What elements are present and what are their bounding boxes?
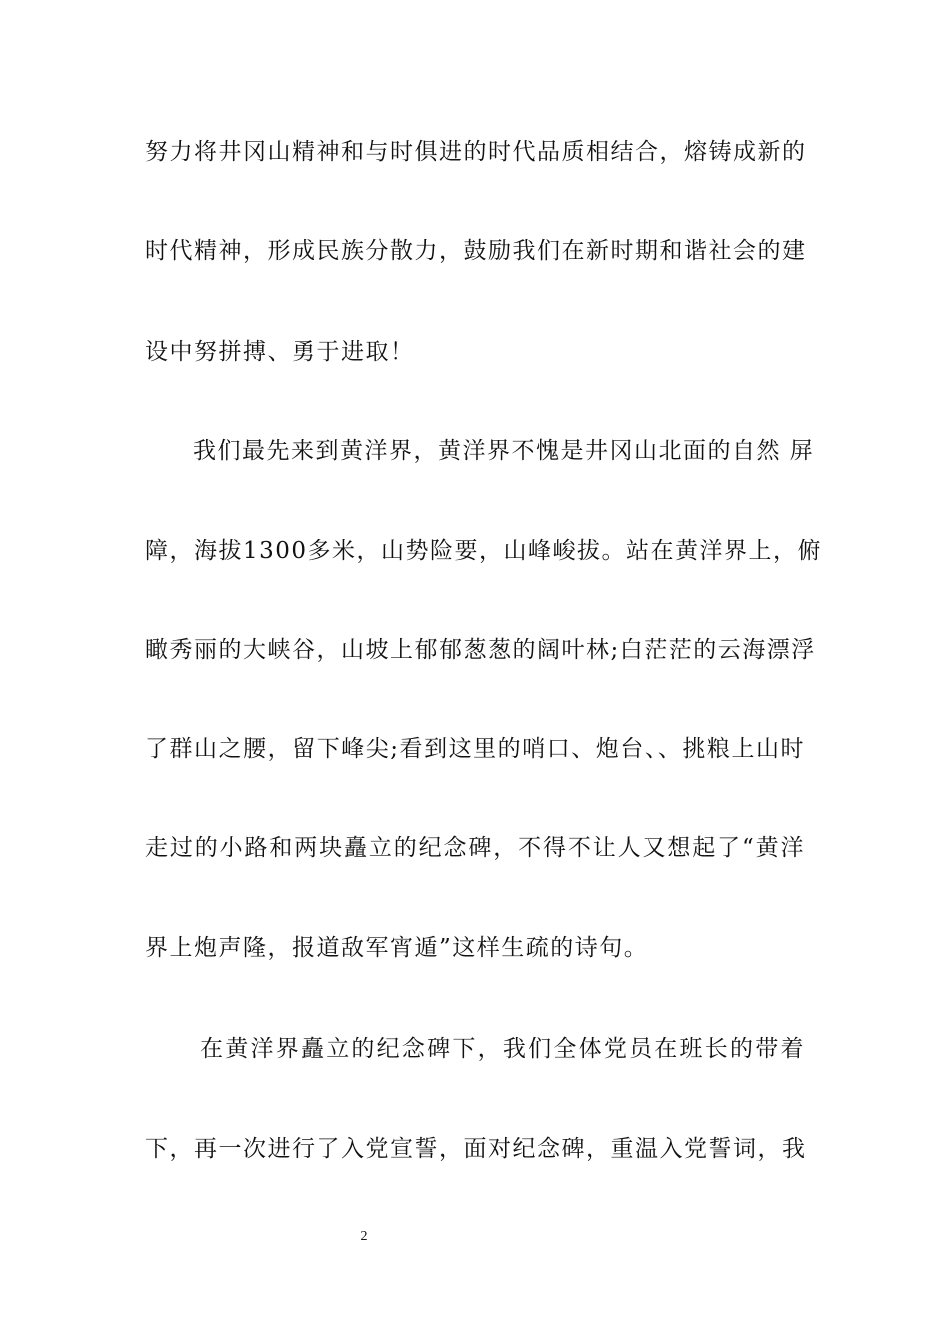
paragraph-3-line-1: 在黄洋界矗立的纪念碑下，我们全体党员在班长的带着: [200, 1036, 805, 1062]
paragraph-2-line-5: 走过的小路和两块矗立的纪念碑，不得不让人又想起了“黄洋: [145, 835, 805, 861]
paragraph-2-line-1: 我们最先来到黄洋界，黄洋界不愧是井冈山北面的自然 屏: [193, 438, 815, 464]
paragraph-3-line-2: 下，再一次进行了入党宣誓，面对纪念碑，重温入党誓词，我: [145, 1136, 807, 1162]
paragraph-2-line-3: 瞰秀丽的大峡谷，山坡上郁郁葱葱的阔叶林;白茫茫的云海漂浮: [145, 637, 816, 663]
paragraph-2-line-6: 界上炮声隆，报道敌军宵遁”这样生疏的诗句。: [145, 935, 649, 961]
paragraph-2-line-2: 障，海拔1300多米，山势险要，山峰峻拔。站在黄洋界上，俯: [145, 538, 823, 564]
paragraph-1-line-1: 努力将井冈山精神和与时俱进的时代品质相结合，熔铸成新的: [145, 139, 807, 165]
paragraph-1-line-2: 时代精神，形成民族分散力，鼓励我们在新时期和谐社会的建: [145, 238, 807, 264]
page-number: 2: [360, 1229, 368, 1244]
paragraph-1-line-3: 设中努拼搏、勇于进取！: [145, 339, 415, 365]
paragraph-2-line-4: 了群山之腰，留下峰尖;看到这里的哨口、炮台、、挑粮上山时: [145, 736, 805, 762]
